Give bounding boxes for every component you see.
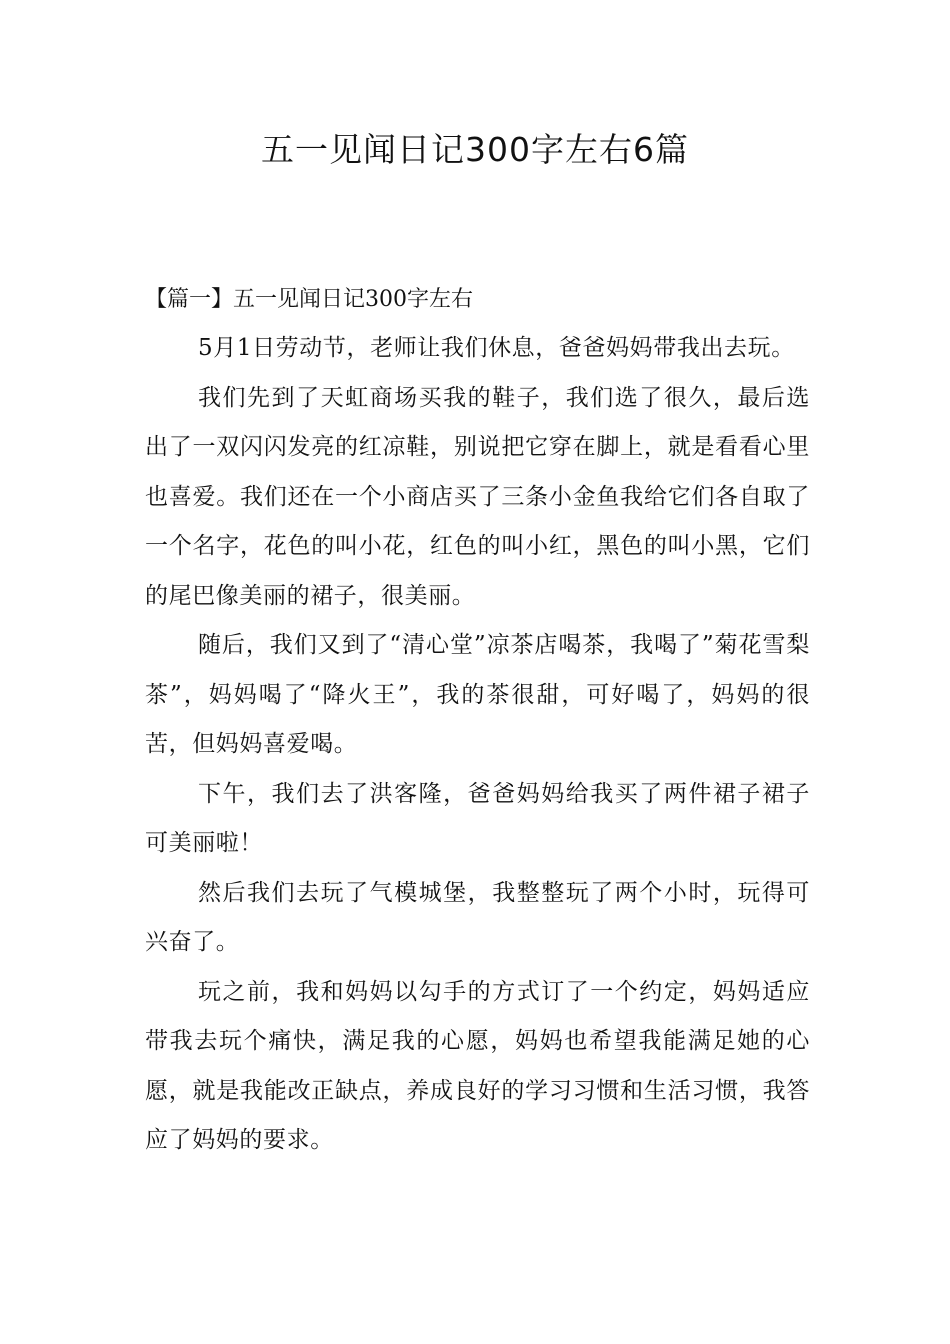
paragraph-6: 玩之前，我和妈妈以勾手的方式订了一个约定，妈妈适应带我去玩个痛快，满足我的心愿，妈妈也希望我能满足她的心愿，就是我能改正缺点，养成良好的学习习惯和生活习惯，我答应了妈妈的要求。	[145, 978, 810, 1153]
paragraph-4: 下午，我们去了洪客隆，爸爸妈妈给我买了两件裙子裙子可美丽啦！	[145, 780, 810, 856]
paragraph-1: 5月1日劳动节，老师让我们休息，爸爸妈妈带我出去玩。	[198, 335, 795, 361]
section-heading: 【篇一】五一见闻日记300字左右	[145, 287, 473, 312]
paragraph-2: 我们先到了天虹商场买我的鞋子，我们选了很久，最后选出了一双闪闪发亮的红凉鞋，别说把它穿在脚上，就是看看心里也喜爱。我们还在一个小商店买了三条小金鱼我给它们各自取了一个名字，花色的叫小花，红色的叫小红，黑色的叫小黑，它们的尾巴像美丽的裙子，很美丽。	[145, 384, 810, 609]
paragraph-3: 随后，我们又到了“清心堂”凉茶店喝茶，我喝了”菊花雪梨茶”，妈妈喝了“降火王”，我的茶很甜，可好喝了，妈妈的很苦，但妈妈喜爱喝。	[145, 632, 810, 757]
paragraph-5: 然后我们去玩了气模城堡，我整整玩了两个小时，玩得可兴奋了。	[145, 879, 810, 955]
document-title: 五一见闻日记300字左右6篇	[261, 130, 689, 169]
document-body	[145, 276, 810, 1166]
